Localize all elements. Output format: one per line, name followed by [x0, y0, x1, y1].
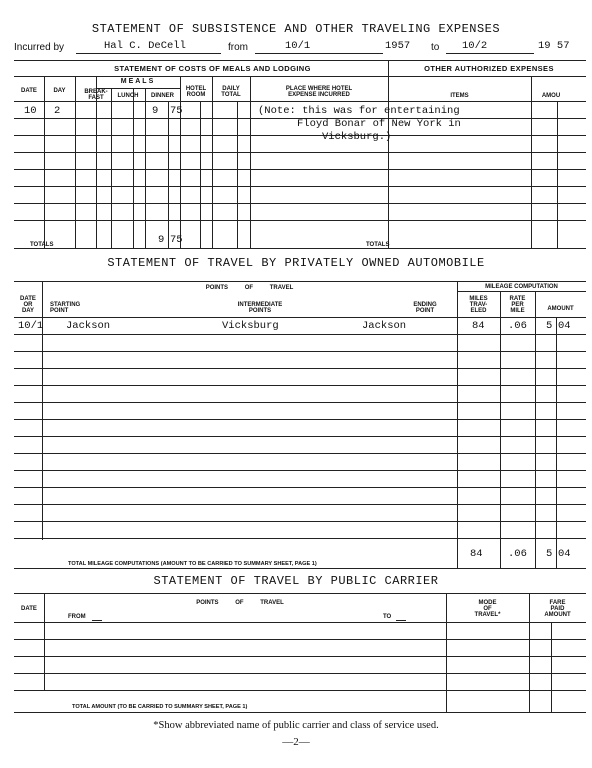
starting-point-header: STARTING POINT: [50, 302, 81, 314]
public-points-header: POINTS OF TRAVEL: [196, 600, 284, 606]
auto-row-inter: Vicksburg: [222, 320, 279, 332]
totals-label: TOTALS: [30, 242, 54, 248]
totals-label-right: TOTALS: [366, 242, 390, 248]
meal-row-dinner-cents: 75: [170, 105, 183, 117]
breakfast-header: BREAK- FAST: [84, 89, 108, 101]
other-expenses-title: OTHER AUTHORIZED EXPENSES: [424, 64, 554, 73]
auto-row-amount-cents: 04: [558, 320, 571, 332]
ending-point-header: ENDING POINT: [413, 302, 437, 314]
daily-total-header: DAILY TOTAL: [221, 86, 241, 98]
intermediate-points-header: INTERMEDIATE POINTS: [237, 302, 283, 314]
incurred-by-label: Incurred by: [14, 42, 65, 53]
auto-row-rate: .06: [508, 320, 527, 332]
lunch-header: LUNCH: [117, 93, 139, 99]
year-to: 19 57: [538, 40, 570, 52]
from-header: FROM: [68, 614, 86, 620]
public-section-title: STATEMENT OF TRAVEL BY PUBLIC CARRIER: [153, 574, 439, 588]
mileage-computation-header: MILEAGE COMPUTATION: [485, 284, 558, 290]
auto-row-end: Jackson: [362, 320, 407, 332]
footnote: *Show abbreviated name of public carrier and class of service used.: [153, 720, 439, 731]
auto-amount-header: AMOUNT: [547, 306, 574, 312]
from-date: 10/1: [285, 40, 311, 52]
total-amount-dollars: 5: [546, 548, 553, 560]
note-line-3: Vicksburg.): [322, 131, 392, 143]
public-date-header: DATE: [21, 606, 37, 612]
to-label: to: [431, 42, 440, 53]
total-dinner-cents: 75: [170, 234, 183, 246]
hotel-header: HOTEL ROOM: [185, 86, 207, 98]
to-header: TO: [383, 614, 392, 620]
rate-per-mile-header: RATE PER MILE: [509, 296, 526, 314]
fare-paid-header: FARE PAID AMOUNT: [544, 600, 571, 618]
auto-row-amount-dollars: 5: [546, 320, 553, 332]
amount-header: AMOU: [541, 93, 561, 99]
meal-row-date: 10: [24, 105, 37, 117]
page-number: —2—: [282, 736, 310, 748]
total-amount-cents: 04: [558, 548, 571, 560]
total-dinner-dollars: 9: [158, 234, 165, 246]
total-mileage-label: TOTAL MILEAGE COMPUTATIONS (AMOUNT TO BE CARRIED TO SUMMARY SHEET, PAGE 1): [68, 561, 317, 567]
meals-section-title: STATEMENT OF COSTS OF MEALS AND LODGING: [114, 64, 311, 73]
points-of-travel-header: POINTS OF TRAVEL: [205, 285, 294, 291]
total-rate: .06: [508, 548, 527, 560]
date-header: DATE: [21, 88, 37, 94]
meal-row-day: 2: [54, 105, 61, 117]
total-miles: 84: [470, 548, 483, 560]
meal-row-dinner-dollars: 9: [152, 105, 159, 117]
items-header: ITEMS: [450, 93, 469, 99]
year-from: 1957: [385, 40, 411, 52]
meals-label: MEALS: [120, 78, 156, 85]
note-line-1: (Note: this was for entertaining: [258, 105, 460, 117]
auto-row-date: 10/1: [18, 320, 44, 332]
form-title: STATEMENT OF SUBSISTENCE AND OTHER TRAVELING EXPENSES: [91, 22, 501, 36]
day-header: DAY: [53, 88, 66, 94]
auto-date-header: DATE OR DAY: [20, 296, 36, 314]
note-line-2: Floyd Bonar of New York in: [297, 118, 461, 130]
incurred-by-value: Hal C. DeCell: [104, 40, 186, 52]
auto-row-start: Jackson: [66, 320, 111, 332]
public-total-label: TOTAL AMOUNT (TO BE CARRIED TO SUMMARY SHEET, PAGE 1): [72, 704, 248, 710]
mode-of-travel-header: MODE OF TRAVEL*: [474, 600, 501, 618]
to-date: 10/2: [462, 40, 488, 52]
auto-row-miles: 84: [472, 320, 485, 332]
dinner-header: DINNER: [150, 93, 174, 99]
from-label: from: [228, 42, 248, 53]
auto-section-title: STATEMENT OF TRAVEL BY PRIVATELY OWNED AUTOMOBILE: [107, 256, 485, 270]
miles-traveled-header: MILES TRAV- ELED: [469, 296, 488, 314]
place-header: PLACE WHERE HOTEL EXPENSE INCURRED: [285, 86, 353, 98]
